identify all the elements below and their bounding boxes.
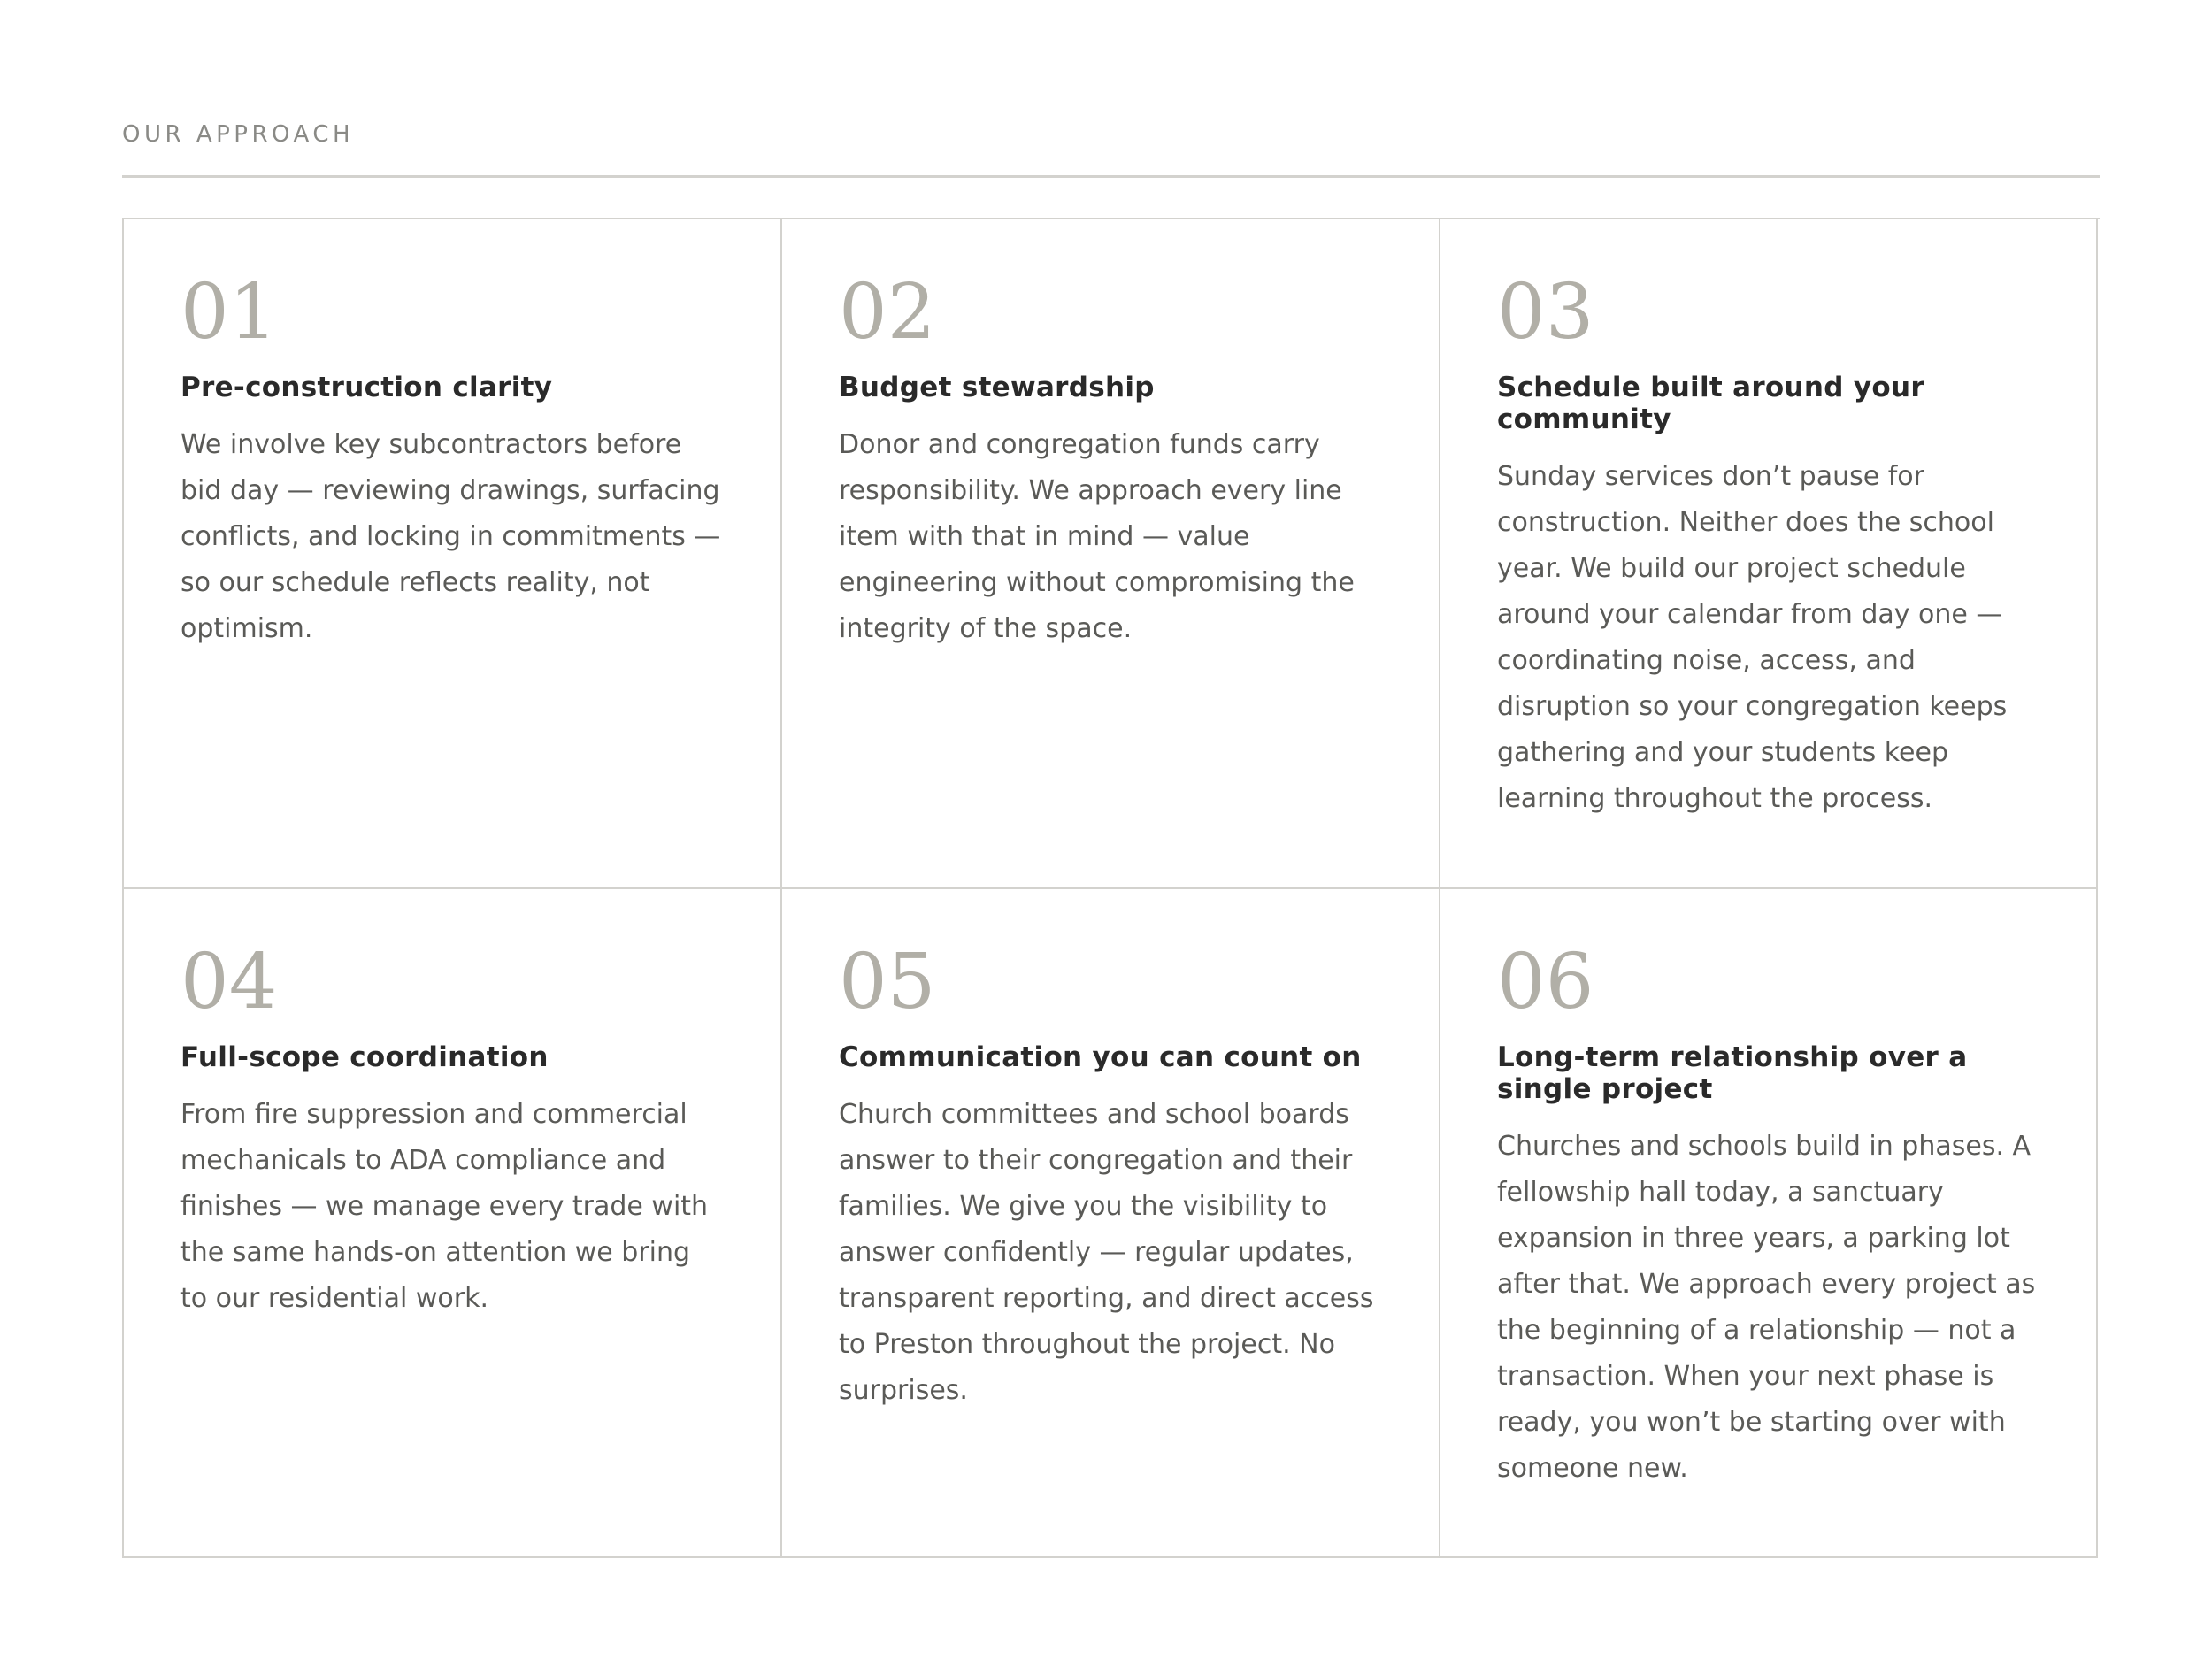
card-body: From fire suppression and commercial mechanicals to ADA compliance and finishes — we manage every trade with the same hands-on attention we bring to our residential work. bbox=[180, 1099, 709, 1314]
approach-grid bbox=[122, 218, 2100, 1558]
approach-card bbox=[124, 219, 782, 889]
card-number: 05 bbox=[839, 938, 936, 1026]
card-title: Long-term relationship over a single project bbox=[1497, 1041, 1968, 1105]
approach-card bbox=[782, 889, 1440, 1558]
card-body: Donor and congregation funds carry responsibility. We approach every line item with that in mind — value engineering without compromising the integrity of the space. bbox=[839, 429, 1355, 644]
card-number: 06 bbox=[1497, 938, 1594, 1026]
approach-card bbox=[1440, 219, 2098, 889]
card-body: Church committees and school boards answer to their congregation and their families. We give you the visibility to answer confidently — regular updates, transparent reporting, and direct access to Preston throughout the project. No surprises. bbox=[839, 1099, 1374, 1406]
card-number: 03 bbox=[1497, 268, 1594, 357]
section-divider bbox=[122, 175, 2100, 178]
section-eyebrow: OUR APPROACH bbox=[122, 121, 355, 148]
card-title: Pre-construction clarity bbox=[180, 372, 553, 403]
card-number: 02 bbox=[839, 268, 936, 357]
card-title: Budget stewardship bbox=[839, 372, 1155, 403]
approach-card bbox=[782, 219, 1440, 889]
card-number: 04 bbox=[180, 938, 278, 1026]
approach-card bbox=[1440, 889, 2098, 1558]
card-number: 01 bbox=[180, 268, 278, 357]
card-title: Full-scope coordination bbox=[180, 1041, 549, 1073]
card-body: We involve key subcontractors before bid day — reviewing drawings, surfacing conflicts, and locking in commitments — so our schedule reflects reality, not optimism. bbox=[180, 429, 721, 644]
card-body: Sunday services don’t pause for construction. Neither does the school year. We build our project schedule around your calendar from day one — coordinating noise, access, and disruption so your congregation keeps gathering and your students keep learning throughout the process. bbox=[1497, 461, 2008, 814]
approach-card bbox=[124, 889, 782, 1558]
card-title: Schedule built around your community bbox=[1497, 372, 1924, 435]
card-title: Communication you can count on bbox=[839, 1041, 1362, 1073]
card-body: Churches and schools build in phases. A fellowship hall today, a sanctuary expansion in three years, a parking lot after that. We approach every project as the beginning of a relationship — not a transaction. When your next phase is ready, you won’t be starting over with someone new. bbox=[1497, 1131, 2036, 1484]
